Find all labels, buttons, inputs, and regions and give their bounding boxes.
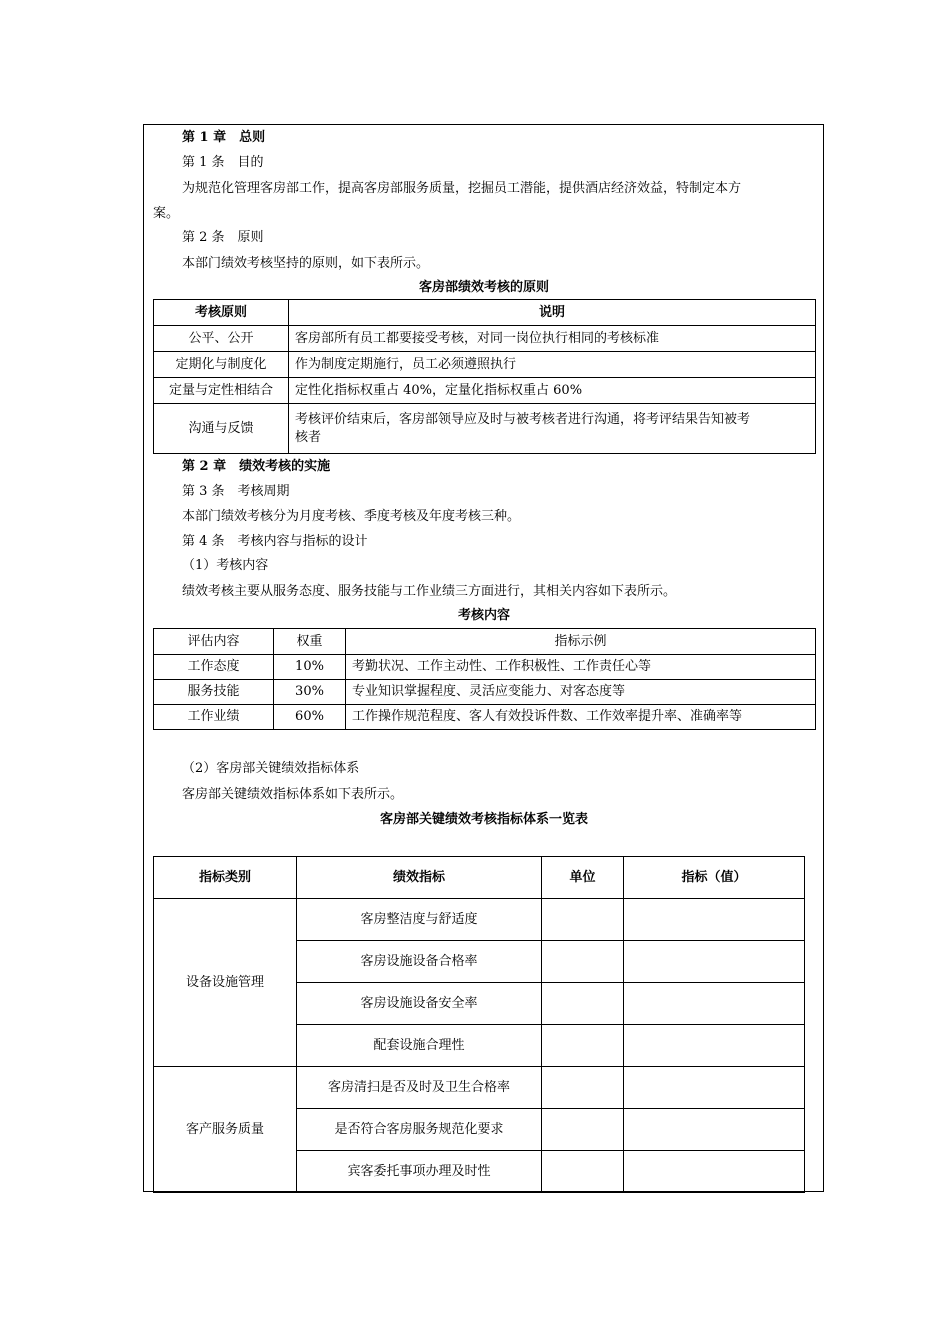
header-value: 指标（值） bbox=[624, 857, 805, 899]
weight-cell: 10% bbox=[274, 655, 346, 680]
content-table-title: 考核内容 bbox=[457, 608, 510, 623]
article3-text: 本部门绩效考核分为月度考核、季度考核及年度考核三种。 bbox=[182, 509, 521, 524]
indicator-cell: 客房整洁度与舒适度 bbox=[297, 899, 542, 941]
principle-cell: 定量与定性相结合 bbox=[154, 378, 289, 404]
weight-cell: 60% bbox=[274, 705, 346, 730]
kpi-table-title: 客房部关键绩效考核指标体系一览表 bbox=[379, 812, 588, 827]
article1-text-line2: 案。 bbox=[153, 206, 180, 221]
table-row bbox=[154, 655, 816, 680]
table-header-row bbox=[154, 857, 805, 899]
desc-cell: 定性化指标权重占 40%，定量化指标权重占 60% bbox=[289, 378, 816, 404]
value-cell bbox=[624, 899, 805, 941]
unit-cell bbox=[542, 899, 624, 941]
principle-table-title: 客房部绩效考核的原则 bbox=[418, 280, 549, 295]
value-cell bbox=[624, 1025, 805, 1067]
value-cell bbox=[624, 1109, 805, 1151]
table-row bbox=[154, 352, 816, 378]
desc-cell: 作为制度定期施行，员工必须遵照执行 bbox=[289, 352, 816, 378]
indicator-cell: 配套设施合理性 bbox=[297, 1025, 542, 1067]
unit-cell bbox=[542, 941, 624, 983]
unit-cell bbox=[542, 1109, 624, 1151]
value-cell bbox=[624, 983, 805, 1025]
chapter1-title: 第 1 章 总则 bbox=[182, 130, 266, 145]
table-row bbox=[154, 378, 816, 404]
example-cell: 专业知识掌握程度、灵活应变能力、对客态度等 bbox=[346, 680, 816, 705]
desc-cell: 客房部所有员工都要接受考核，对同一岗位执行相同的考核标准 bbox=[289, 326, 816, 352]
indicator-cell: 宾客委托事项办理及时性 bbox=[297, 1151, 542, 1193]
table-row bbox=[154, 680, 816, 705]
content-table bbox=[153, 628, 816, 730]
chapter2-title: 第 2 章 绩效考核的实施 bbox=[182, 459, 331, 474]
desc-line: 考核评价结束后，客房部领导应及时与被考核者进行沟通，将考评结果告知被考 bbox=[295, 411, 751, 427]
sub1-text: 绩效考核主要从服务态度、服务技能与工作业绩三方面进行，其相关内容如下表所示。 bbox=[182, 584, 677, 599]
indicator-cell: 是否符合客房服务规范化要求 bbox=[297, 1109, 542, 1151]
item-cell: 工作业绩 bbox=[154, 705, 274, 730]
header-weight: 权重 bbox=[274, 629, 346, 655]
article2-text: 本部门绩效考核坚持的原则，如下表所示。 bbox=[182, 256, 430, 271]
table-row bbox=[154, 326, 816, 352]
principle-table bbox=[153, 299, 816, 454]
table-row bbox=[154, 1067, 805, 1109]
weight-cell: 30% bbox=[274, 680, 346, 705]
table-header-row bbox=[154, 300, 816, 326]
principle-cell: 沟通与反馈 bbox=[154, 404, 289, 454]
table-header-row bbox=[154, 629, 816, 655]
value-cell bbox=[624, 941, 805, 983]
article3-title: 第 3 条 考核周期 bbox=[182, 484, 290, 499]
article1-title: 第 1 条 目的 bbox=[182, 155, 264, 170]
header-item: 评估内容 bbox=[154, 629, 274, 655]
header-example: 指标示例 bbox=[346, 629, 816, 655]
kpi-table bbox=[153, 856, 805, 1193]
article2-title: 第 2 条 原则 bbox=[182, 230, 264, 245]
unit-cell bbox=[542, 1025, 624, 1067]
example-cell: 工作操作规范程度、客人有效投诉件数、工作效率提升率、准确率等 bbox=[346, 705, 816, 730]
sub1-title: （1）考核内容 bbox=[182, 558, 269, 573]
header-indicator: 绩效指标 bbox=[297, 857, 542, 899]
principle-cell: 定期化与制度化 bbox=[154, 352, 289, 378]
desc-cell bbox=[289, 404, 816, 454]
table-row bbox=[154, 404, 816, 454]
item-cell: 服务技能 bbox=[154, 680, 274, 705]
value-cell bbox=[624, 1067, 805, 1109]
indicator-cell: 客房设施设备安全率 bbox=[297, 983, 542, 1025]
desc-line: 核者 bbox=[295, 429, 322, 445]
article4-title: 第 4 条 考核内容与指标的设计 bbox=[182, 534, 368, 549]
sub2-title: （2）客房部关键绩效指标体系 bbox=[182, 761, 360, 776]
category-cell: 设备设施管理 bbox=[154, 899, 297, 1067]
article1-text-line1: 为规范化管理客房部工作，提高客房部服务质量，挖掘员工潜能，提供酒店经济效益，特制定本方 bbox=[182, 181, 742, 196]
header-unit: 单位 bbox=[542, 857, 624, 899]
principle-cell: 公平、公开 bbox=[154, 326, 289, 352]
header-category: 指标类别 bbox=[154, 857, 297, 899]
example-cell: 考勤状况、工作主动性、工作积极性、工作责任心等 bbox=[346, 655, 816, 680]
unit-cell bbox=[542, 1151, 624, 1193]
item-cell: 工作态度 bbox=[154, 655, 274, 680]
indicator-cell: 客房清扫是否及时及卫生合格率 bbox=[297, 1067, 542, 1109]
category-cell: 客产服务质量 bbox=[154, 1067, 297, 1193]
table-row bbox=[154, 899, 805, 941]
indicator-cell: 客房设施设备合格率 bbox=[297, 941, 542, 983]
unit-cell bbox=[542, 983, 624, 1025]
header-principle: 考核原则 bbox=[154, 300, 289, 326]
sub2-text: 客房部关键绩效指标体系如下表所示。 bbox=[182, 787, 404, 802]
header-desc: 说明 bbox=[289, 300, 816, 326]
unit-cell bbox=[542, 1067, 624, 1109]
value-cell bbox=[624, 1151, 805, 1193]
table-row bbox=[154, 705, 816, 730]
